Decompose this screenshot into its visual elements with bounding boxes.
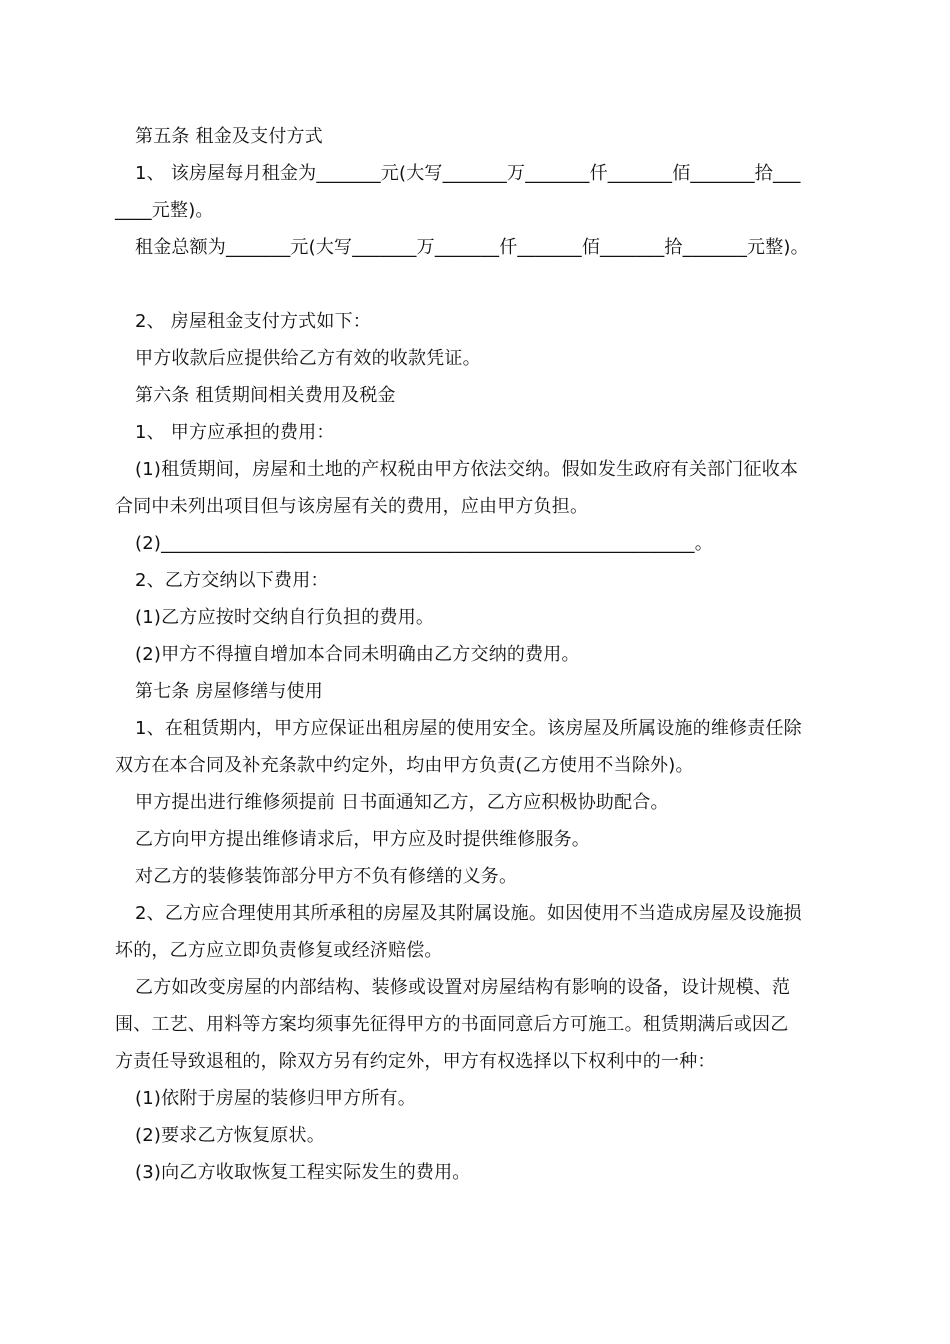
paragraph-line: 围、工艺、用料等方案均须事先征得甲方的书面同意后方可施工。租赁期满后或因乙 (115, 1014, 789, 1035)
paragraph-line: 第七条 房屋修缮与使用 (135, 681, 323, 702)
paragraph-line: 第六条 租赁期间相关费用及税金 (135, 385, 396, 406)
blank-line (115, 266, 850, 303)
paragraph-line: 合同中未列出项目但与该房屋有关的费用，应由甲方负担。 (115, 496, 589, 517)
paragraph-line: 1、 该房屋每月租金为_______元(大写_______万_______仟_______佰_______拾___ (135, 163, 801, 184)
paragraph-line: 方责任导致退租的，除双方另有约定外，甲方有权选择以下权利中的一种： (115, 1051, 716, 1072)
paragraph-line: ____元整)。 (115, 200, 214, 221)
paragraph-line: 租金总额为_______元(大写_______万_______仟_______佰_______拾_______元整)。 (135, 237, 809, 258)
paragraph-line: 对乙方的装修装饰部分甲方不负有修缮的义务。 (135, 866, 518, 887)
paragraph-line: 2、乙方应合理使用其所承租的房屋及其附属设施。如因使用不当造成房屋及设施损 (135, 903, 802, 924)
paragraph-line: (1)乙方应按时交纳自行负担的费用。 (135, 607, 435, 628)
paragraph-line: (1)依附于房屋的装修归甲方所有。 (135, 1088, 416, 1109)
paragraph-line: (2)__________________________________________________________。 (135, 533, 713, 554)
paragraph-line: 乙方如改变房屋的内部结构、装修或设置对房屋结构有影响的设备，设计规模、范 (135, 977, 791, 998)
paragraph-line: 甲方收款后应提供给乙方有效的收款凭证。 (135, 348, 481, 369)
paragraph-line: 2、 房屋租金支付方式如下： (135, 311, 371, 332)
paragraph-line: 乙方向甲方提出维修请求后，甲方应及时提供维修服务。 (135, 829, 590, 850)
paragraph-line: (3)向乙方收取恢复工程实际发生的费用。 (135, 1162, 471, 1183)
paragraph-line: 坏的，乙方应立即负责修复或经济赔偿。 (115, 940, 443, 961)
document-page (115, 118, 850, 1191)
paragraph-line: 1、 甲方应承担的费用： (135, 422, 335, 443)
paragraph-line: (2)甲方不得擅自增加本合同未明确由乙方交纳的费用。 (135, 644, 580, 665)
paragraph-line: (1)租赁期间，房屋和土地的产权税由甲方依法交纳。假如发生政府有关部门征收本 (135, 459, 799, 480)
paragraph-line: 甲方提出进行维修须提前 日书面通知乙方，乙方应积极协助配合。 (135, 792, 669, 813)
paragraph-line: 双方在本合同及补充条款中约定外，均由甲方负责(乙方使用不当除外)。 (115, 755, 694, 776)
paragraph-line: (2)要求乙方恢复原状。 (135, 1125, 325, 1146)
paragraph-line: 第五条 租金及支付方式 (135, 126, 323, 147)
paragraph-line: 2、乙方交纳以下费用： (135, 570, 329, 591)
paragraph-line: 1、在租赁期内，甲方应保证出租房屋的使用安全。该房屋及所属设施的维修责任除 (135, 718, 802, 739)
